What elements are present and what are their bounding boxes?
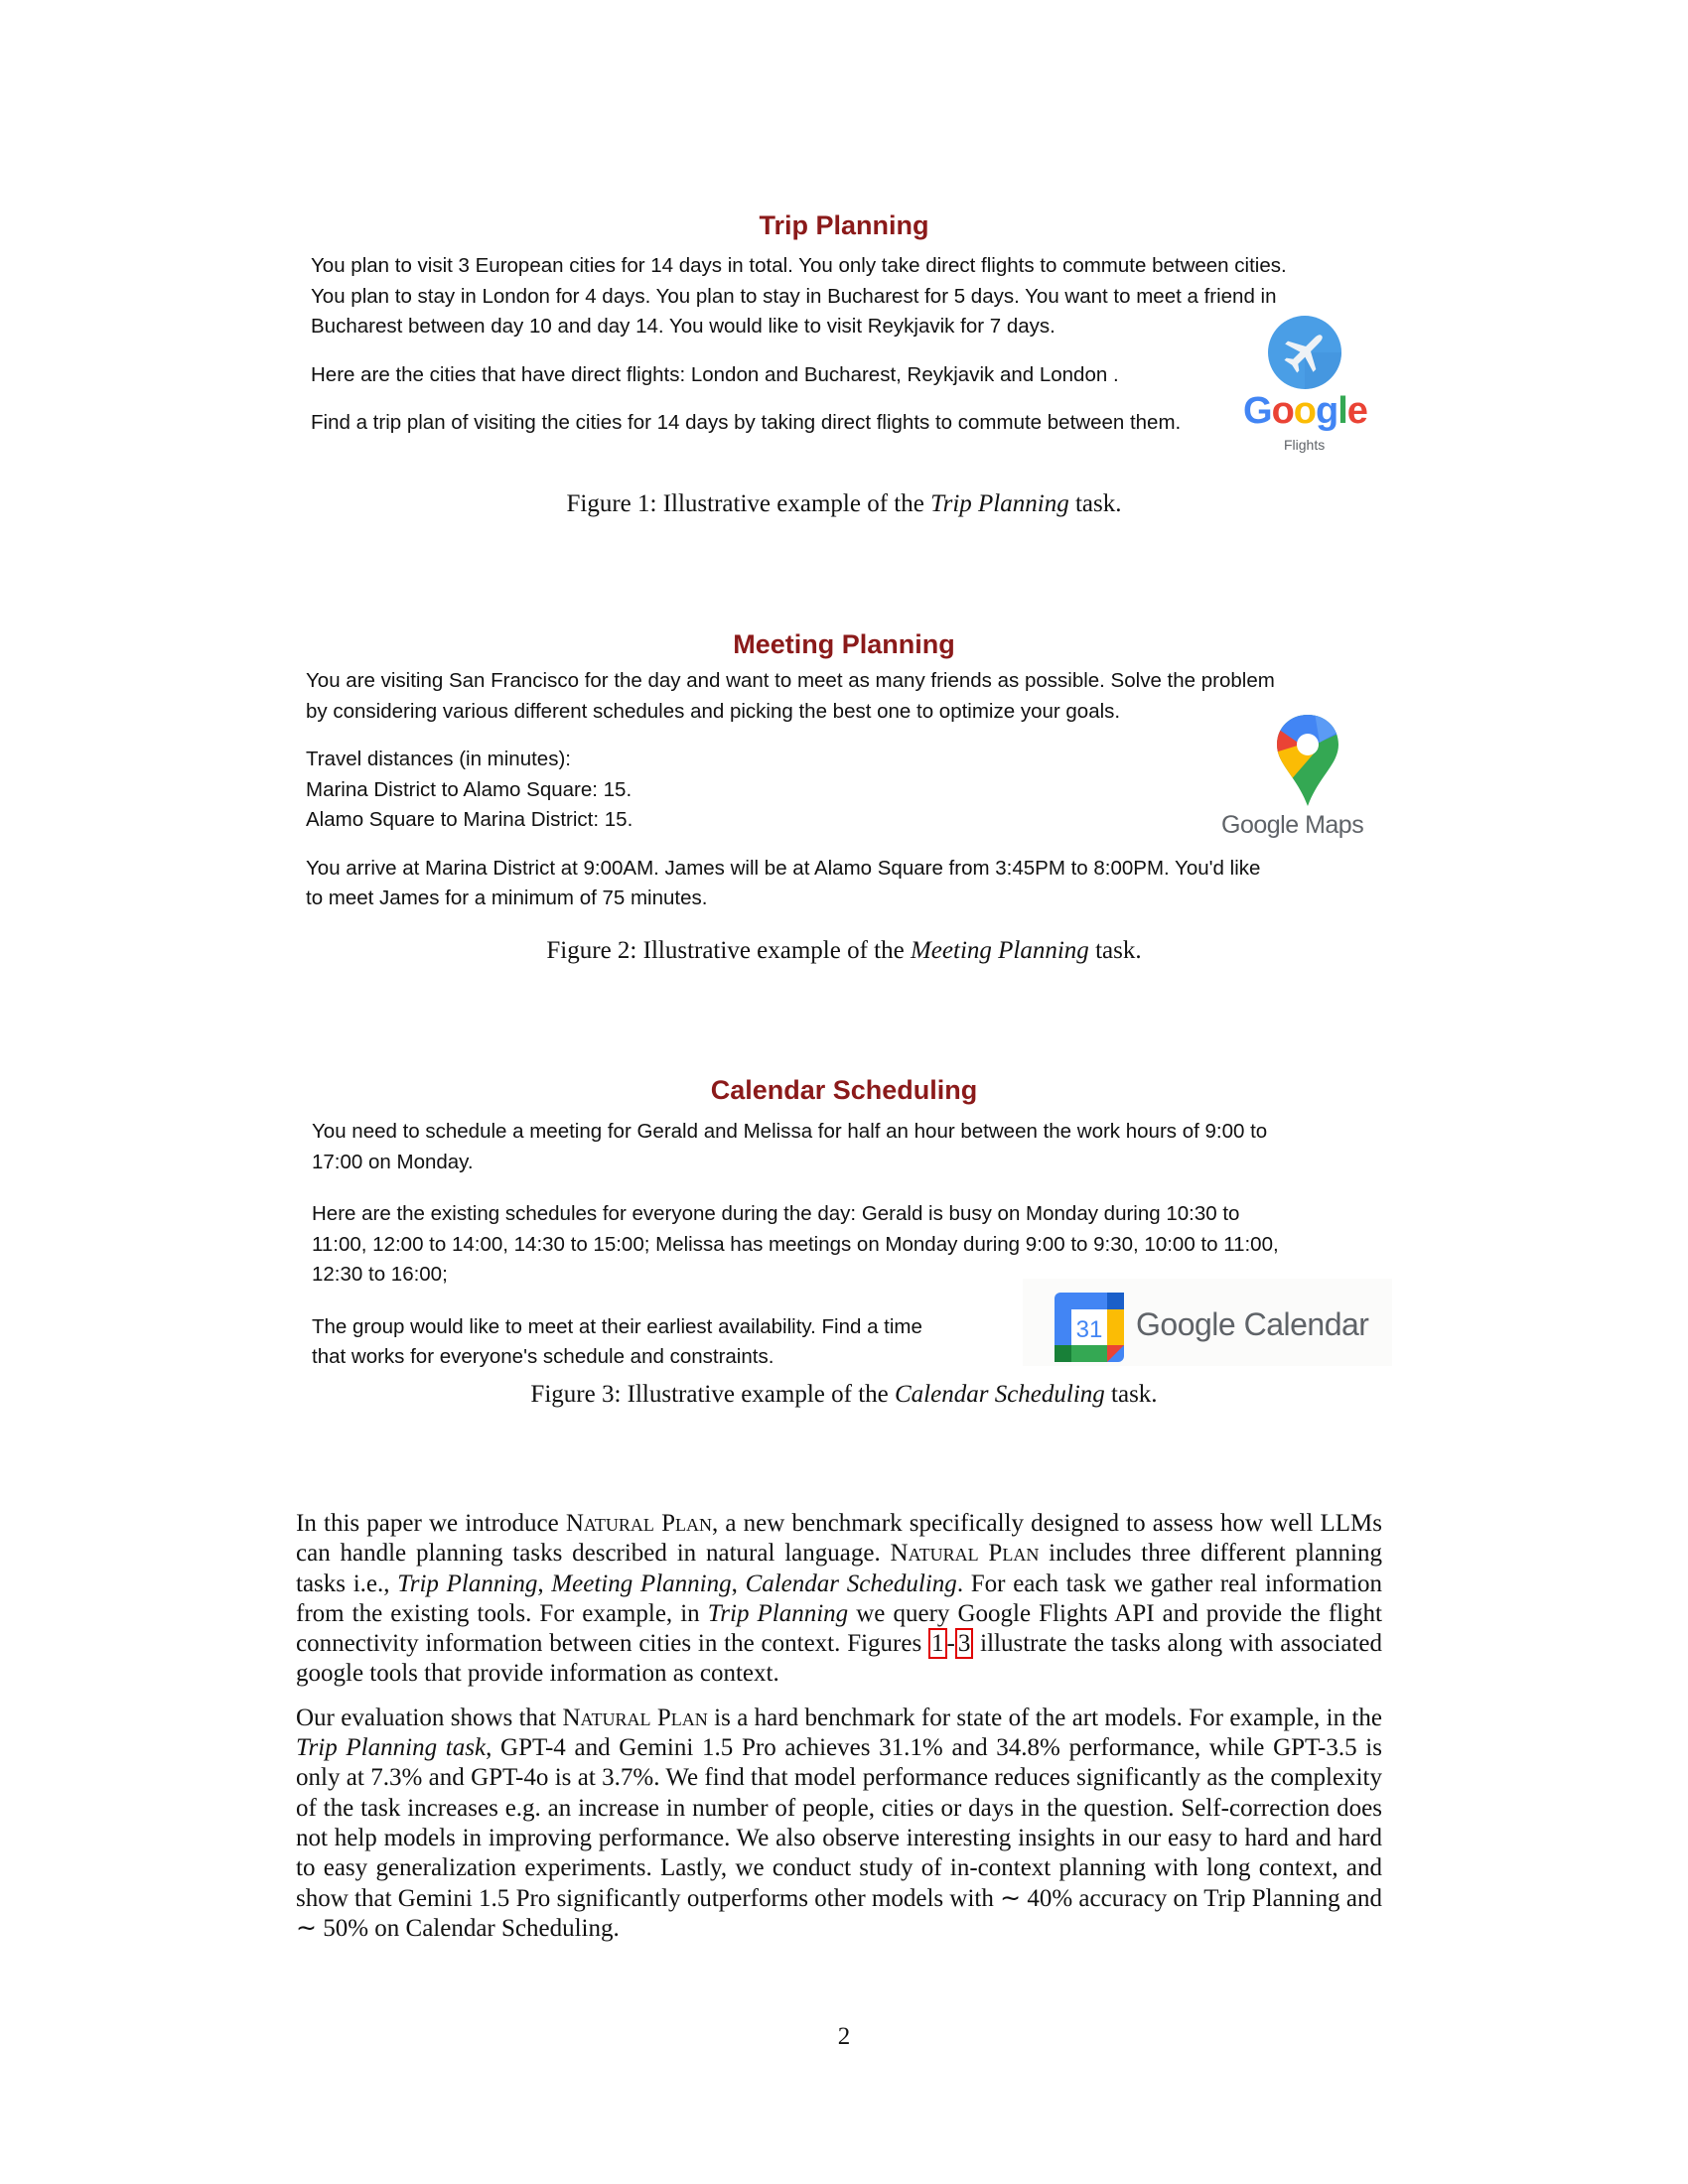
google-calendar-logo — [1023, 1279, 1392, 1366]
text-line: Here are the existing schedules for everyone during the day: Gerald is busy on Monday during 10:30 to — [312, 1202, 1240, 1225]
figure-1-title: Trip Planning — [759, 210, 929, 240]
figure-2-title: Meeting Planning — [733, 629, 955, 659]
text-line: You plan to visit 3 European cities for 14 days in total. You only take direct flights to commute between cities. — [311, 254, 1287, 277]
airplane-icon — [1268, 316, 1341, 389]
text-line: Marina District to Alamo Square: 15. — [306, 777, 633, 801]
google-calendar-wordmark: Google Calendar — [1136, 1306, 1369, 1342]
text-line: Travel distances (in minutes): — [306, 748, 571, 770]
text-line: You plan to stay in London for 4 days. You plan to stay in Bucharest for 5 days. You want to meet a friend in — [311, 284, 1277, 308]
benchmark-name: Natural Plan — [562, 1704, 708, 1731]
text-line: 11:00, 12:00 to 14:00, 14:30 to 15:00; Melissa has meetings on Monday during 9:00 to 9:30, 10:00 to 11:00, — [312, 1232, 1279, 1256]
benchmark-name: Natural Plan — [565, 1510, 712, 1537]
intro-paragraph: In this paper we introduce Natural Plan, a new benchmark specifically designed to assess how well LLMs can handle planning tasks described in natural language. Natural Plan includes three different planning tasks i.e., Trip Planning, Meeting Planning, Calendar Scheduling. For each task we gather real information from the existing tools. For example, in Trip Planning we query Google Flights API and provide the flight connectivity information between cities in the context. Figures 1 - 3 illustrate the tasks along with associated google tools that provide information as context. — [296, 1510, 1382, 1688]
map-pin-icon — [1275, 713, 1340, 808]
text-line: You are visiting San Francisco for the day and want to meet as many friends as possible. Solve the problem — [306, 669, 1275, 692]
text-line: by considering various different schedules and picking the best one to optimize your goals. — [306, 699, 1121, 723]
google-flights-wordmark: Google — [1243, 390, 1367, 432]
text-line: Here are the cities that have direct flights: London and Bucharest, Reykjavik and London . — [311, 362, 1119, 386]
text-line: Find a trip plan of visiting the cities for 14 days by taking direct flights to commute between them. — [311, 411, 1182, 434]
figure-1-caption: Figure 1: Illustrative example of the Trip Planning task. — [566, 490, 1122, 517]
svg-text:31: 31 — [1075, 1316, 1103, 1343]
text-line: Bucharest between day 10 and day 14. You would like to visit Reykjavik for 7 days. — [311, 315, 1055, 338]
text-line: You need to schedule a meeting for Gerald and Melissa for half an hour between the work hours of 9:00 to — [312, 1120, 1268, 1143]
flights-label: Flights — [1284, 437, 1326, 453]
figure-2-prompt — [306, 666, 1275, 914]
google-maps-wordmark: Google Maps — [1221, 811, 1364, 839]
figure-3-caption: Figure 3: Illustrative example of the Calendar Scheduling task. — [530, 1381, 1158, 1408]
text-line: Alamo Square to Marina District: 15. — [306, 808, 633, 831]
text-line: 12:30 to 16:00; — [312, 1263, 448, 1286]
figure-1-prompt — [311, 251, 1287, 439]
body-text — [296, 1509, 1382, 1958]
figure-3-link[interactable]: 3 — [955, 1628, 974, 1659]
text-line: that works for everyone's schedule and constraints. — [312, 1345, 774, 1368]
figure-1-link[interactable]: 1 — [928, 1628, 947, 1659]
text-line: 17:00 on Monday. — [312, 1150, 474, 1173]
figure-3-title: Calendar Scheduling — [710, 1075, 978, 1105]
benchmark-name: Natural Plan — [890, 1540, 1040, 1568]
calendar-icon — [1055, 1293, 1124, 1362]
text-line: You arrive at Marina District at 9:00AM. James will be at Alamo Square from 3:45PM to 8:00PM. You'd like — [306, 856, 1261, 880]
text-line: The group would like to meet at their earliest availability. Find a time — [312, 1314, 922, 1338]
page-number: 2 — [837, 2023, 851, 2050]
evaluation-paragraph: Our evaluation shows that Natural Plan is a hard benchmark for state of the art models. For example, in the Trip Planning task, GPT-4 and Gemini 1.5 Pro achieves 31.1% and 34.8% performance, while GPT-3.5 is only at 7.3% and GPT-4o is at 3.7%. We find that model performance reduces significantly as the complexity of the task increases e.g. an increase in number of people, cities or days in the question. Self-correction does not help models in improving performance. We also observe interesting insights in our easy to hard and hard to easy generalization experiments. Lastly, we conduct study of in-context planning with long context, and show that Gemini 1.5 Pro significantly outperforms other models with ∼ 40% accuracy on Trip Planning and ∼ 50% on Calendar Scheduling. — [296, 1704, 1382, 1942]
text-line: to meet James for a minimum of 75 minutes. — [306, 887, 708, 909]
figure-2-caption: Figure 2: Illustrative example of the Meeting Planning task. — [546, 937, 1142, 964]
